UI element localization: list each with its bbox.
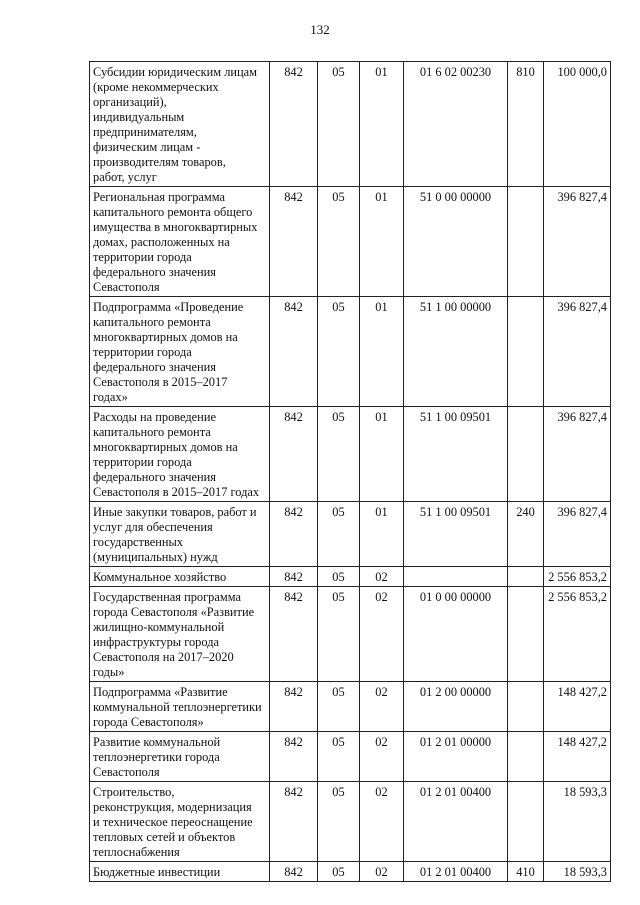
expense-type-cell <box>508 682 544 732</box>
ministry-code-cell: 842 <box>270 187 318 297</box>
amount-cell: 396 827,4 <box>544 407 611 502</box>
amount-cell: 100 000,0 <box>544 62 611 187</box>
amount-cell: 148 427,2 <box>544 732 611 782</box>
section-code-cell: 05 <box>318 567 360 587</box>
ministry-code-cell: 842 <box>270 407 318 502</box>
amount-cell: 2 556 853,2 <box>544 587 611 682</box>
section-code-cell: 05 <box>318 187 360 297</box>
expense-type-cell: 810 <box>508 62 544 187</box>
target-article-cell: 01 2 00 00000 <box>404 682 508 732</box>
target-article-cell <box>404 567 508 587</box>
target-article-cell: 01 2 01 00000 <box>404 732 508 782</box>
section-code-cell: 05 <box>318 502 360 567</box>
ministry-code-cell: 842 <box>270 62 318 187</box>
subsection-code-cell: 02 <box>360 682 404 732</box>
expense-type-cell <box>508 187 544 297</box>
subsection-code-cell: 01 <box>360 62 404 187</box>
expense-name-cell: Развитие коммунальной теплоэнергетики города Севастополя <box>90 732 270 782</box>
table-row <box>90 682 611 732</box>
section-code-cell: 05 <box>318 682 360 732</box>
page-number: 132 <box>310 22 330 37</box>
expense-type-cell <box>508 732 544 782</box>
section-code-cell: 05 <box>318 62 360 187</box>
subsection-code-cell: 01 <box>360 297 404 407</box>
target-article-cell: 01 0 00 00000 <box>404 587 508 682</box>
section-code-cell: 05 <box>318 732 360 782</box>
target-article-cell: 01 6 02 00230 <box>404 62 508 187</box>
expense-type-cell <box>508 587 544 682</box>
expense-name-cell: Строительство, реконструкция, модернизация и техническое переоснащение тепловых сетей и объектов теплоснабжения <box>90 782 270 862</box>
ministry-code-cell: 842 <box>270 682 318 732</box>
amount-cell: 396 827,4 <box>544 502 611 567</box>
amount-cell: 396 827,4 <box>544 297 611 407</box>
table-row <box>90 732 611 782</box>
table-row <box>90 587 611 682</box>
subsection-code-cell: 02 <box>360 782 404 862</box>
target-article-cell: 01 2 01 00400 <box>404 862 508 882</box>
ministry-code-cell: 842 <box>270 782 318 862</box>
table-row <box>90 567 611 587</box>
table-row <box>90 782 611 862</box>
subsection-code-cell: 01 <box>360 407 404 502</box>
table-row <box>90 297 611 407</box>
budget-table <box>89 61 611 882</box>
subsection-code-cell: 01 <box>360 187 404 297</box>
subsection-code-cell: 02 <box>360 587 404 682</box>
table-row <box>90 502 611 567</box>
expense-name-cell: Иные закупки товаров, работ и услуг для обеспечения государственных (муниципальных) нужд <box>90 502 270 567</box>
expense-name-cell: Государственная программа города Севастополя «Развитие жилищно-коммунальной инфраструктуры города Севастополя на 2017–2020 годы» <box>90 587 270 682</box>
section-code-cell: 05 <box>318 297 360 407</box>
expense-type-cell <box>508 297 544 407</box>
amount-cell: 2 556 853,2 <box>544 567 611 587</box>
target-article-cell: 51 1 00 00000 <box>404 297 508 407</box>
expense-type-cell <box>508 407 544 502</box>
target-article-cell: 51 0 00 00000 <box>404 187 508 297</box>
expense-name-cell: Расходы на проведение капитального ремонта многоквартирных домов на территории города федерального значения Севастополя в 2015–2017 годах <box>90 407 270 502</box>
section-code-cell: 05 <box>318 782 360 862</box>
expense-name-cell: Подпрограмма «Проведение капитального ремонта многоквартирных домов на территории города федерального значения Севастополя в 2015–2017 годах» <box>90 297 270 407</box>
expense-name-cell: Субсидии юридическим лицам (кроме некоммерческих организаций), индивидуальным предпринимателям, физическим лицам - производителям товаров, работ, услуг <box>90 62 270 187</box>
expense-name-cell: Бюджетные инвестиции <box>90 862 270 882</box>
section-code-cell: 05 <box>318 862 360 882</box>
expense-name-cell: Коммунальное хозяйство <box>90 567 270 587</box>
subsection-code-cell: 02 <box>360 862 404 882</box>
ministry-code-cell: 842 <box>270 297 318 407</box>
table-row <box>90 187 611 297</box>
subsection-code-cell: 02 <box>360 732 404 782</box>
ministry-code-cell: 842 <box>270 587 318 682</box>
expense-name-cell: Подпрограмма «Развитие коммунальной теплоэнергетики города Севастополя» <box>90 682 270 732</box>
expense-type-cell <box>508 782 544 862</box>
section-code-cell: 05 <box>318 407 360 502</box>
table-row <box>90 407 611 502</box>
section-code-cell: 05 <box>318 587 360 682</box>
target-article-cell: 51 1 00 09501 <box>404 502 508 567</box>
ministry-code-cell: 842 <box>270 732 318 782</box>
expense-type-cell: 240 <box>508 502 544 567</box>
ministry-code-cell: 842 <box>270 567 318 587</box>
subsection-code-cell: 01 <box>360 502 404 567</box>
target-article-cell: 01 2 01 00400 <box>404 782 508 862</box>
ministry-code-cell: 842 <box>270 862 318 882</box>
expense-type-cell: 410 <box>508 862 544 882</box>
subsection-code-cell: 02 <box>360 567 404 587</box>
amount-cell: 18 593,3 <box>544 862 611 882</box>
table-row <box>90 62 611 187</box>
table-row <box>90 862 611 882</box>
amount-cell: 18 593,3 <box>544 782 611 862</box>
expense-name-cell: Региональная программа капитального ремонта общего имущества в многоквартирных домах, расположенных на территории города федерального значения Севастополя <box>90 187 270 297</box>
target-article-cell: 51 1 00 09501 <box>404 407 508 502</box>
expense-type-cell <box>508 567 544 587</box>
amount-cell: 148 427,2 <box>544 682 611 732</box>
ministry-code-cell: 842 <box>270 502 318 567</box>
amount-cell: 396 827,4 <box>544 187 611 297</box>
